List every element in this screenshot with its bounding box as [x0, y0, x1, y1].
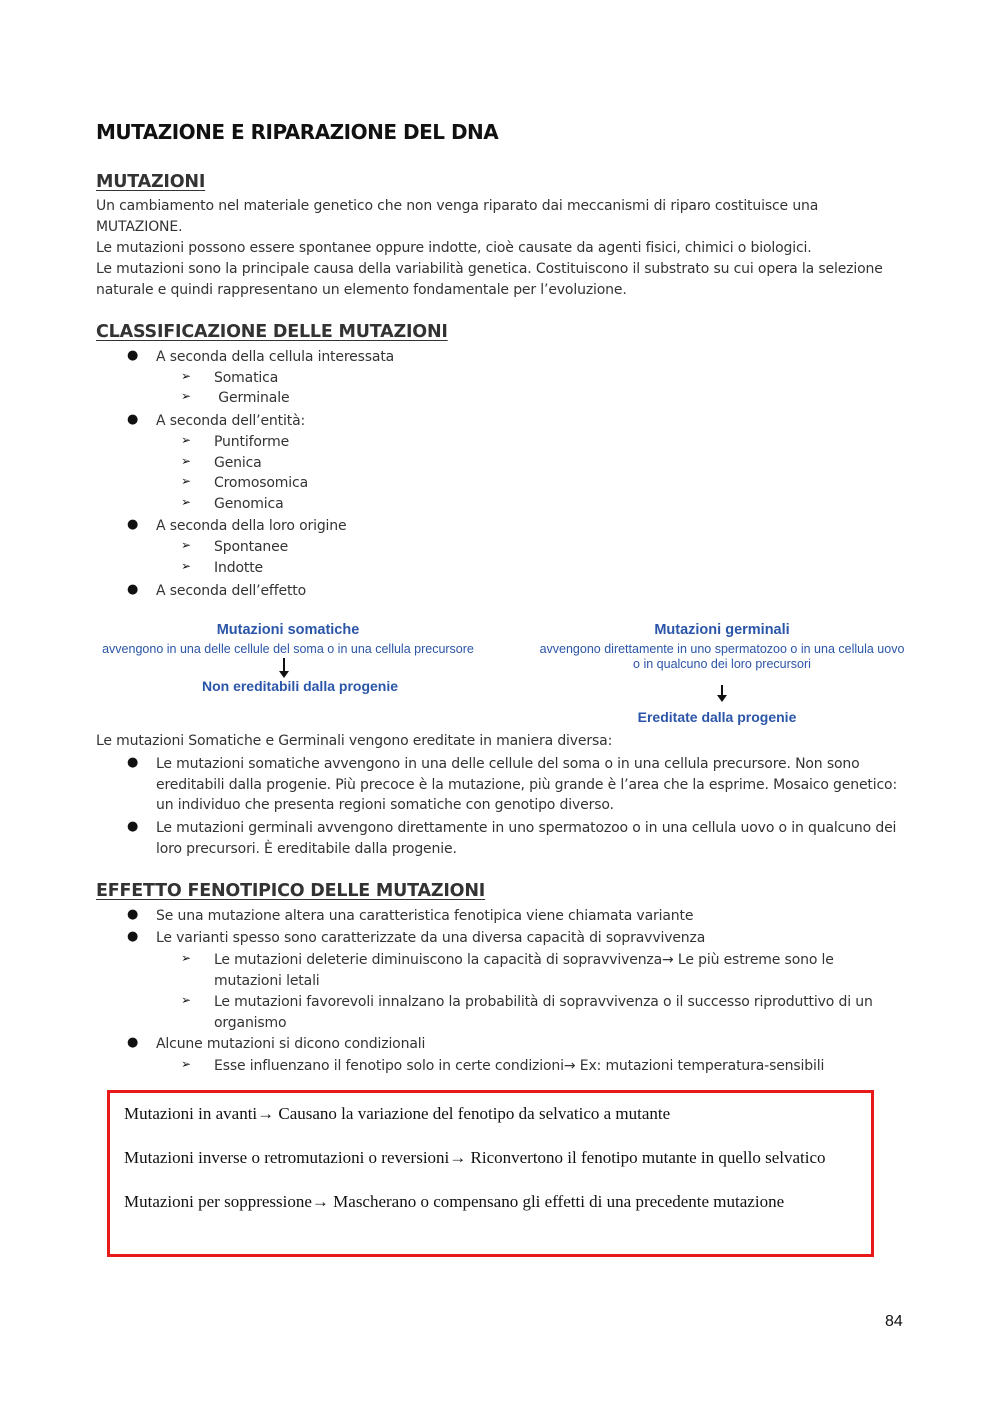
heading-mutazioni: MUTAZIONI — [96, 172, 206, 192]
diagram-germinal-title: Mutazioni germinali — [654, 622, 790, 638]
diagram-down-arrow-icon — [283, 658, 285, 676]
effect-item: Alcune mutazioni si dicono condizionali — [156, 1036, 426, 1052]
mutazioni-line: naturale e quindi rappresentano un elemento fondamentale per l’evoluzione. — [96, 282, 627, 298]
bullet-dot: ● — [127, 755, 139, 770]
bullet-dot: ● — [127, 348, 139, 363]
bullet-dot: ● — [127, 907, 139, 922]
mutation-types-box — [107, 1090, 874, 1257]
heading-classificazione: CLASSIFICAZIONE DELLE MUTAZIONI — [96, 322, 448, 342]
bullet-dot: ● — [127, 517, 139, 532]
inheritance-line: ereditabili dalla progenie. Più precoce è la mutazione, più grande è l’area che la esprime. Mosaico genetico: — [156, 777, 898, 793]
arrow-bullet-icon: ➢ — [181, 369, 192, 383]
arrow-bullet-icon: ➢ — [181, 951, 192, 965]
diagram-germinal-subtitle: avvengono direttamente in uno spermatozoo o in una cellula uovo — [539, 642, 905, 656]
inheritance-line: loro precursori. È ereditabile dalla progenie. — [156, 841, 457, 857]
classification-item: A seconda della loro origine — [156, 518, 347, 534]
bullet-dot: ● — [127, 412, 139, 427]
effect-subitem: Le mutazioni favorevoli innalzano la probabilità di sopravvivenza o il successo riproduttivo di un — [214, 994, 873, 1010]
classification-subitem: Indotte — [214, 560, 263, 576]
effect-subitem: organismo — [214, 1015, 287, 1031]
mutazioni-line: MUTAZIONE. — [96, 219, 183, 235]
arrow-bullet-icon: ➢ — [181, 559, 192, 573]
diagram-somatic-subtitle: avvengono in una delle cellule del soma o in una cellula precursore — [102, 642, 474, 656]
effect-item: Se una mutazione altera una caratteristica fenotipica viene chiamata variante — [156, 908, 694, 924]
bullet-dot: ● — [127, 582, 139, 597]
classification-item: A seconda dell’entità: — [156, 413, 306, 429]
classification-subitem: Genica — [214, 455, 262, 471]
inheritance-intro: Le mutazioni Somatiche e Germinali vengono ereditate in maniera diversa: — [96, 733, 613, 749]
classification-subitem: Germinale — [214, 390, 290, 406]
arrow-bullet-icon: ➢ — [181, 389, 192, 403]
mutazioni-line: Le mutazioni possono essere spontanee oppure indotte, cioè causate da agenti fisici, chimici o biologici. — [96, 240, 812, 256]
diagram-down-arrow-icon — [721, 685, 723, 700]
arrow-bullet-icon: ➢ — [181, 433, 192, 447]
mutazioni-line: Le mutazioni sono la principale causa della variabilità genetica. Costituiscono il substrato su cui opera la selezione — [96, 261, 883, 277]
box-line-reverse: Mutazioni inverse o retromutazioni o reversioni→ Riconvertono il fenotipo mutante in quello selvatico — [124, 1148, 826, 1167]
page-title: MUTAZIONE E RIPARAZIONE DEL DNA — [96, 120, 499, 144]
arrow-bullet-icon: ➢ — [181, 474, 192, 488]
arrow-bullet-icon: ➢ — [181, 538, 192, 552]
effect-subitem: mutazioni letali — [214, 973, 320, 989]
effect-item: Le varianti spesso sono caratterizzate da una diversa capacità di sopravvivenza — [156, 930, 706, 946]
classification-subitem: Somatica — [214, 370, 279, 386]
box-line-forward: Mutazioni in avanti→ Causano la variazione del fenotipo da selvatico a mutante — [124, 1104, 671, 1123]
diagram-germinal-subtitle: o in qualcuno dei loro precursori — [633, 657, 811, 671]
classification-subitem: Spontanee — [214, 539, 289, 555]
arrow-bullet-icon: ➢ — [181, 993, 192, 1007]
diagram-somatic-result: Non ereditabili dalla progenie — [201, 678, 399, 694]
inheritance-line: un individuo che presenta regioni somatiche con genotipo diverso. — [156, 797, 614, 813]
mutazioni-line: Un cambiamento nel materiale genetico che non venga riparato dai meccanismi di riparo costituisce una — [96, 198, 819, 214]
bullet-dot: ● — [127, 819, 139, 834]
classification-subitem: Puntiforme — [214, 434, 290, 450]
effect-subitem: Le mutazioni deleterie diminuiscono la capacità di sopravvivenza→ Le più estreme sono le — [214, 952, 834, 968]
box-line-suppression: Mutazioni per soppressione→ Mascherano o compensano gli effetti di una precedente mutazione — [124, 1192, 785, 1211]
bullet-dot: ● — [127, 929, 139, 944]
classification-subitem: Cromosomica — [214, 475, 309, 491]
classification-subitem: Genomica — [214, 496, 284, 512]
effect-subitem: Esse influenzano il fenotipo solo in certe condizioni→ Ex: mutazioni temperatura-sensibili — [214, 1058, 825, 1074]
arrow-bullet-icon: ➢ — [181, 1057, 192, 1071]
heading-effetto: EFFETTO FENOTIPICO DELLE MUTAZIONI — [96, 881, 486, 901]
page-number: 84 — [885, 1313, 903, 1330]
classification-item: A seconda della cellula interessata — [156, 349, 395, 365]
arrow-bullet-icon: ➢ — [181, 495, 192, 509]
diagram-germinal-result: Ereditate dalla progenie — [637, 709, 797, 725]
inheritance-line: Le mutazioni somatiche avvengono in una delle cellule del soma o in una cellula precursore. Non sono — [156, 756, 860, 772]
inheritance-line: Le mutazioni germinali avvengono direttamente in uno spermatozoo o in una cellula uovo o in qualcuno dei — [156, 820, 897, 836]
arrow-bullet-icon: ➢ — [181, 454, 192, 468]
bullet-dot: ● — [127, 1035, 139, 1050]
classification-item: A seconda dell’effetto — [156, 583, 307, 599]
diagram-somatic-title: Mutazioni somatiche — [216, 622, 360, 638]
